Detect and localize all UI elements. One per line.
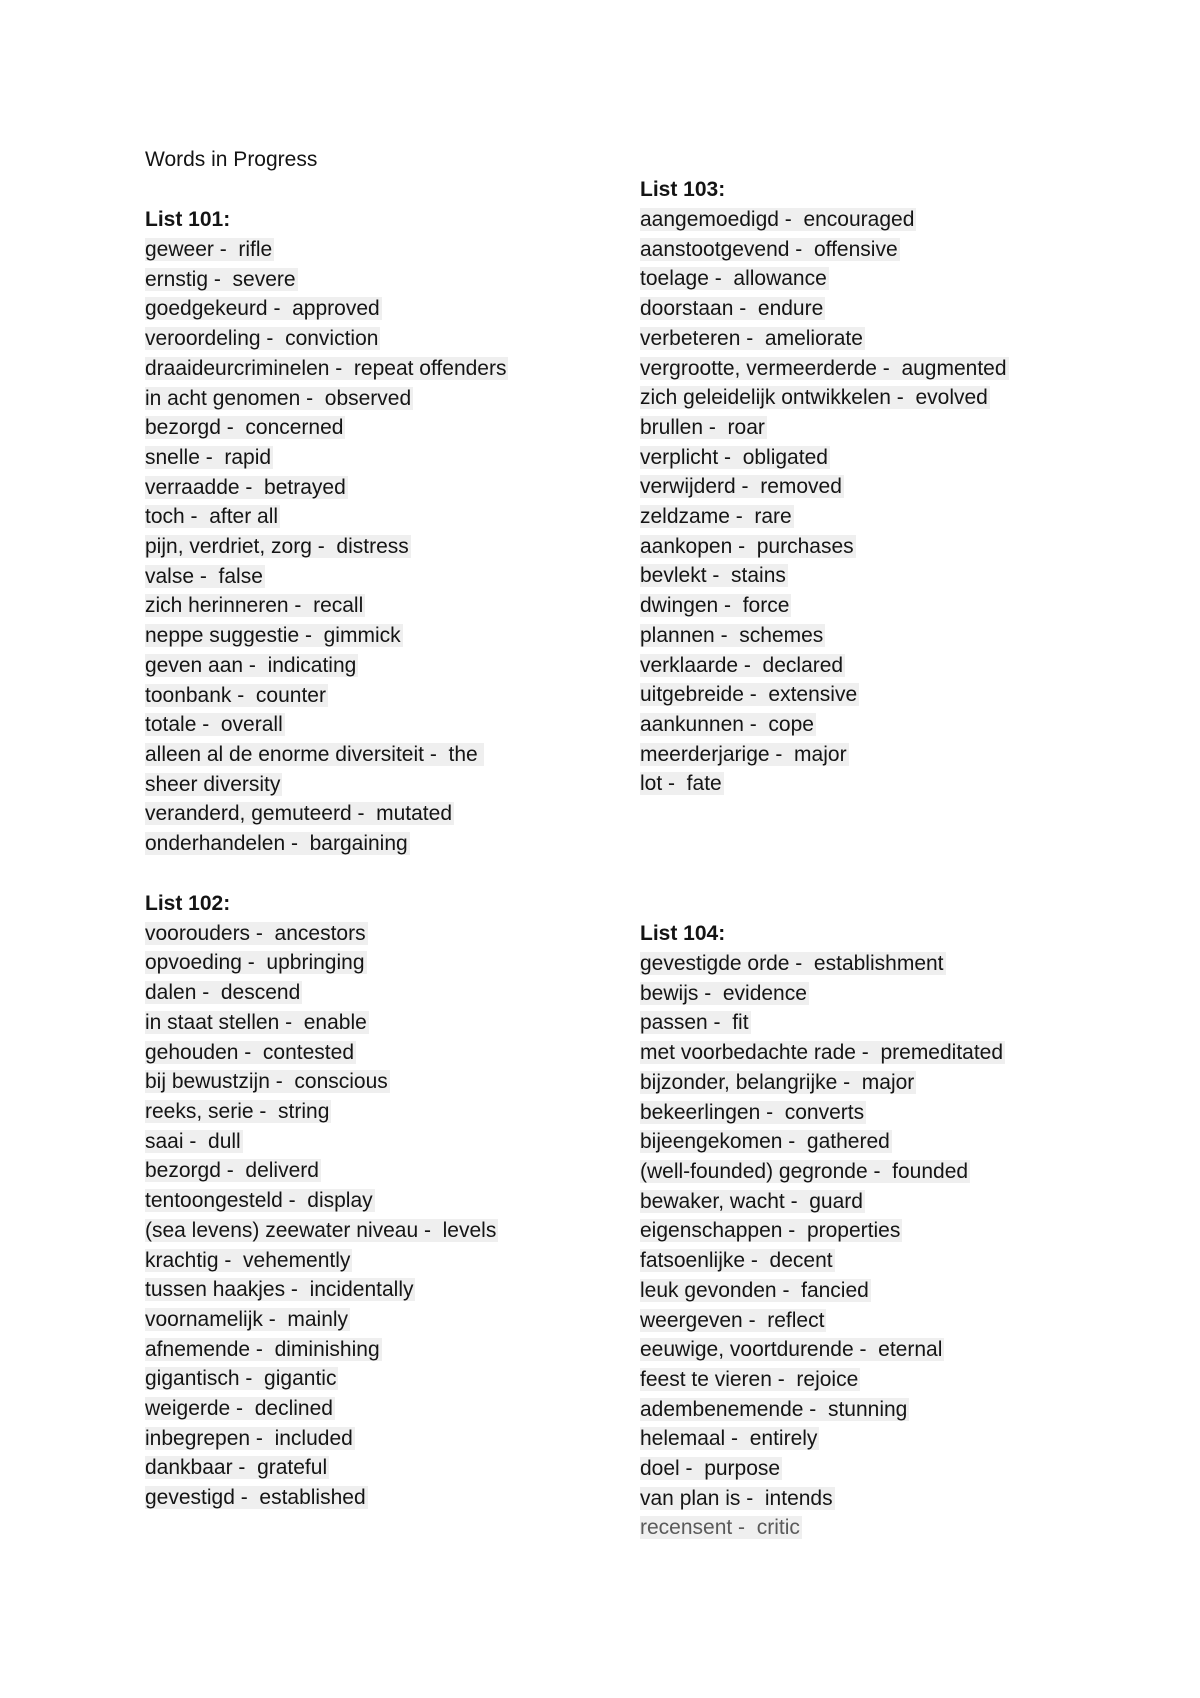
entry-text: doel - purpose [640, 1457, 781, 1481]
list-item [640, 205, 1180, 235]
list-item [640, 264, 1180, 294]
word-list [145, 235, 685, 859]
list-item [145, 1186, 685, 1216]
entry-text: uitgebreide - extensive [640, 683, 858, 707]
entry-text: dwingen - force [640, 594, 790, 618]
entry-text: passen - fit [640, 1011, 749, 1035]
list-item [145, 354, 685, 384]
entry-text: snelle - rapid [145, 445, 272, 469]
entry-text: verplicht - obligated [640, 445, 828, 469]
right-column [640, 175, 1180, 1543]
list-item [640, 1484, 1180, 1514]
entry-text: totale - overall [145, 713, 283, 737]
list-item [145, 265, 685, 295]
entry-text: bezorgd - concerned [145, 416, 344, 440]
entry-text: aankunnen - cope [640, 712, 814, 736]
entry-text: eeuwige, voortdurende - eternal [640, 1338, 943, 1362]
list-heading: List 101: [145, 208, 231, 231]
entry-text: bevlekt - stains [640, 564, 786, 588]
list-item [145, 1483, 685, 1513]
list-item [640, 1513, 1180, 1543]
list-item [145, 1097, 685, 1127]
list-item [145, 1364, 685, 1394]
page-title: Words in Progress [145, 148, 318, 171]
list-item [640, 383, 1180, 413]
entry-text: leuk gevonden - fancied [640, 1278, 869, 1302]
entry-text: eigenschappen - properties [640, 1219, 901, 1243]
entry-text: vergrootte, vermeerderde - augmented [640, 356, 1007, 380]
list-item [640, 1306, 1180, 1336]
list-item [145, 562, 685, 592]
list-item [145, 1038, 685, 1068]
entry-text: meerderjarige - major [640, 742, 847, 766]
list-item [145, 235, 685, 265]
list-item [145, 413, 685, 443]
word-list [640, 205, 1180, 799]
list-103 [640, 175, 1180, 799]
list-item [640, 502, 1180, 532]
list-item [145, 1246, 685, 1276]
entry-text: verklaarde - declared [640, 653, 844, 677]
entry-text: zich herinneren - recall [145, 594, 364, 618]
list-item [145, 324, 685, 354]
entry-text: in staat stellen - enable [145, 1010, 367, 1034]
entry-text: voornamelijk - mainly [145, 1307, 349, 1331]
list-heading: List 103: [640, 178, 726, 201]
list-item [640, 1246, 1180, 1276]
list-item [640, 443, 1180, 473]
list-item [145, 1067, 685, 1097]
list-item [145, 294, 685, 324]
list-item [145, 443, 685, 473]
list-item [640, 324, 1180, 354]
list-item [145, 978, 685, 1008]
list-item [640, 979, 1180, 1009]
entry-text: fatsoenlijke - decent [640, 1249, 833, 1273]
list-item [145, 1156, 685, 1186]
list-item [145, 502, 685, 532]
entry-text: geweer - rifle [145, 238, 273, 261]
list-item [640, 1127, 1180, 1157]
list-item [640, 413, 1180, 443]
list-101 [145, 205, 685, 859]
entry-text: bijzonder, belangrijke - major [640, 1070, 915, 1094]
list-item [640, 1276, 1180, 1306]
entry-text: aankopen - purchases [640, 534, 854, 558]
entry-text: (sea levens) zeewater niveau - levels [145, 1218, 497, 1242]
list-item [145, 532, 685, 562]
list-item [145, 1216, 685, 1246]
list-item [640, 561, 1180, 591]
list-item [640, 235, 1180, 265]
entry-text: verbeteren - ameliorate [640, 326, 863, 350]
list-item [640, 1098, 1180, 1128]
entry-text: toch - after all [145, 505, 279, 529]
list-item [640, 949, 1180, 979]
entry-text: bewijs - evidence [640, 981, 807, 1005]
entry-text: recensent - critic [640, 1516, 800, 1540]
list-item [145, 799, 685, 829]
list-item [145, 1335, 685, 1365]
list-item [640, 680, 1180, 710]
list-102 [145, 889, 685, 1513]
list-item [145, 651, 685, 681]
entry-text: feest te vieren - rejoice [640, 1367, 859, 1391]
entry-text: lot - fate [640, 772, 722, 796]
entry-text: gevestigde orde - establishment [640, 952, 944, 976]
entry-text: weergeven - reflect [640, 1308, 825, 1332]
list-item [145, 740, 525, 799]
list-item [145, 710, 685, 740]
list-item [145, 591, 685, 621]
list-item [640, 532, 1180, 562]
list-item [640, 1335, 1180, 1365]
list-item [640, 769, 1180, 799]
entry-text: doorstaan - endure [640, 297, 824, 321]
entry-text: ernstig - severe [145, 267, 296, 291]
list-item [640, 1187, 1180, 1217]
entry-text: veroordeling - conviction [145, 327, 379, 351]
entry-text: bij bewustzijn - conscious [145, 1070, 388, 1094]
list-item [145, 1394, 685, 1424]
entry-text: tentoongesteld - display [145, 1189, 373, 1213]
list-item [145, 681, 685, 711]
entry-text: bewaker, wacht - guard [640, 1189, 863, 1213]
entry-text: dalen - descend [145, 981, 301, 1005]
entry-text: goedgekeurd - approved [145, 297, 380, 321]
list-item [145, 384, 685, 414]
entry-text: helemaal - entirely [640, 1427, 818, 1451]
list-item [145, 1008, 685, 1038]
list-item [640, 294, 1180, 324]
word-list [145, 919, 685, 1513]
entry-text: bijeengekomen - gathered [640, 1130, 890, 1154]
list-item [640, 1216, 1180, 1246]
entry-text: krachtig - vehemently [145, 1248, 351, 1272]
list-item [640, 621, 1180, 651]
list-item [145, 621, 685, 651]
entry-text: verwijderd - removed [640, 475, 842, 499]
entry-text: met voorbedachte rade - premeditated [640, 1041, 1004, 1065]
list-item [640, 1454, 1180, 1484]
entry-text: bekeerlingen - converts [640, 1100, 865, 1124]
entry-text: neppe suggestie - gimmick [145, 624, 401, 648]
entry-text: weigerde - declined [145, 1397, 333, 1421]
entry-text: voorouders - ancestors [145, 921, 366, 945]
list-item [145, 919, 685, 949]
entry-text: geven aan - indicating [145, 653, 357, 677]
list-item [640, 740, 1180, 770]
list-heading: List 102: [145, 891, 231, 915]
entry-text: gehouden - contested [145, 1040, 354, 1064]
entry-text: adembenemende - stunning [640, 1397, 908, 1421]
entry-text: gevestigd - established [145, 1486, 366, 1510]
list-item [640, 1068, 1180, 1098]
entry-text: opvoeding - upbringing [145, 951, 365, 975]
entry-text: in acht genomen - observed [145, 386, 412, 410]
entry-text: zich geleidelijk ontwikkelen - evolved [640, 386, 988, 410]
list-item [145, 1305, 685, 1335]
list-104 [640, 919, 1180, 1543]
entry-text: onderhandelen - bargaining [145, 832, 408, 856]
list-item [640, 1157, 1180, 1187]
entry-text: inbegrepen - included [145, 1426, 353, 1450]
entry-text: dankbaar - grateful [145, 1456, 328, 1480]
list-item [145, 1275, 685, 1305]
entry-text: tussen haakjes - incidentally [145, 1278, 414, 1302]
list-item [145, 1424, 685, 1454]
entry-text: zeldzame - rare [640, 505, 792, 529]
list-item [145, 473, 685, 503]
list-item [640, 354, 1180, 384]
list-item [145, 948, 685, 978]
list-heading: List 104: [640, 922, 726, 946]
list-item [640, 1038, 1180, 1068]
entry-text: van plan is - intends [640, 1486, 833, 1510]
entry-text: toelage - allowance [640, 267, 827, 291]
entry-text: valse - false [145, 564, 263, 588]
entry-text: gigantisch - gigantic [145, 1367, 337, 1391]
list-item [640, 1008, 1180, 1038]
entry-text: plannen - schemes [640, 623, 824, 647]
entry-text: saai - dull [145, 1129, 241, 1153]
entry-text: aangemoedigd - encouraged [640, 208, 915, 231]
list-item [145, 1127, 685, 1157]
list-item [145, 1453, 685, 1483]
entry-text: reeks, serie - string [145, 1099, 330, 1123]
list-item [640, 1365, 1180, 1395]
entry-text: bezorgd - deliverd [145, 1159, 319, 1183]
entry-text: aanstootgevend - offensive [640, 237, 898, 261]
entry-text: verraadde - betrayed [145, 475, 346, 499]
entry-text: afnemende - diminishing [145, 1337, 380, 1361]
list-item [145, 829, 685, 859]
entry-text: (well-founded) gegronde - founded [640, 1159, 969, 1183]
entry-text: toonbank - counter [145, 683, 326, 707]
list-item [640, 710, 1180, 740]
entry-text: alleen al de enorme diversiteit - the sheer diversity [145, 742, 484, 796]
list-item [640, 1424, 1180, 1454]
word-list [640, 949, 1180, 1543]
list-item [640, 651, 1180, 681]
list-item [640, 1395, 1180, 1425]
entry-text: draaideurcriminelen - repeat offenders [145, 356, 507, 380]
list-item [640, 591, 1180, 621]
list-item [640, 472, 1180, 502]
entry-text: pijn, verdriet, zorg - distress [145, 535, 409, 559]
entry-text: veranderd, gemuteerd - mutated [145, 802, 453, 826]
entry-text: brullen - roar [640, 415, 765, 439]
left-column [145, 205, 685, 1513]
